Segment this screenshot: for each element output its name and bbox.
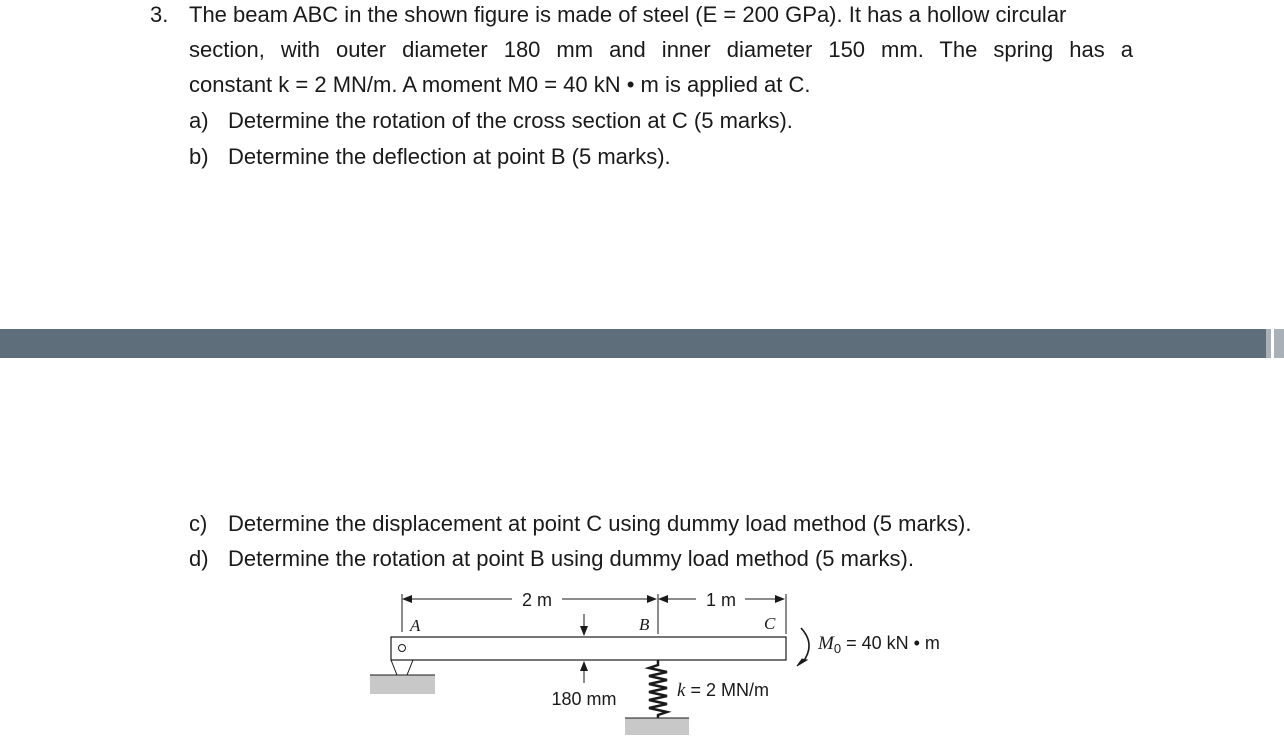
- part-c-text: Determine the displacement at point C using dummy load method (5 marks).: [228, 511, 972, 536]
- part-b-text: Determine the deflection at point B (5 marks).: [228, 144, 671, 169]
- part-b-label: b): [189, 144, 209, 169]
- question-number: 3.: [150, 2, 169, 27]
- part-a-label: a): [189, 108, 209, 133]
- part-a-text: Determine the rotation of the cross section at C (5 marks).: [228, 108, 793, 133]
- moment-symbol: M: [818, 633, 834, 654]
- pin-hole: [399, 645, 406, 652]
- question-line-2: section, with outer diameter 180 mm and inner diameter 150 mm. The spring has a: [189, 37, 1133, 62]
- dimension-bc-label: 1 m: [705, 590, 737, 610]
- beam-abc: [391, 637, 786, 660]
- part-d-label: d): [189, 546, 209, 571]
- section-depth-label: 180 mm: [551, 689, 617, 709]
- question-3: [0, 0, 1284, 175]
- point-c-label: C: [764, 614, 776, 633]
- part-c-label: c): [189, 511, 208, 536]
- page-divider: [0, 329, 1266, 358]
- moment-arrow: [797, 628, 809, 666]
- question-line-3: constant k = 2 MN/m. A moment M0 = 40 kN • m is applied at C.: [189, 72, 811, 97]
- moment-label: [817, 633, 940, 656]
- dimension-ab-label: 2 m: [521, 590, 553, 610]
- scrollbar-thumb[interactable]: [1266, 329, 1284, 358]
- point-b-label: B: [639, 615, 650, 634]
- moment-value: = 40 kN • m: [841, 633, 940, 653]
- pin-support-a: [370, 660, 435, 694]
- part-d-text: Determine the rotation at point B using dummy load method (5 marks).: [228, 546, 914, 571]
- moment-subscript: 0: [833, 641, 842, 656]
- point-a-label: A: [410, 616, 421, 635]
- question-line-1: The beam ABC in the shown figure is made of steel (E = 200 GPa). It has a hollow circular: [189, 2, 1067, 27]
- spring-constant-label: k = 2 MN/m: [677, 680, 769, 701]
- beam-figure: [360, 582, 980, 747]
